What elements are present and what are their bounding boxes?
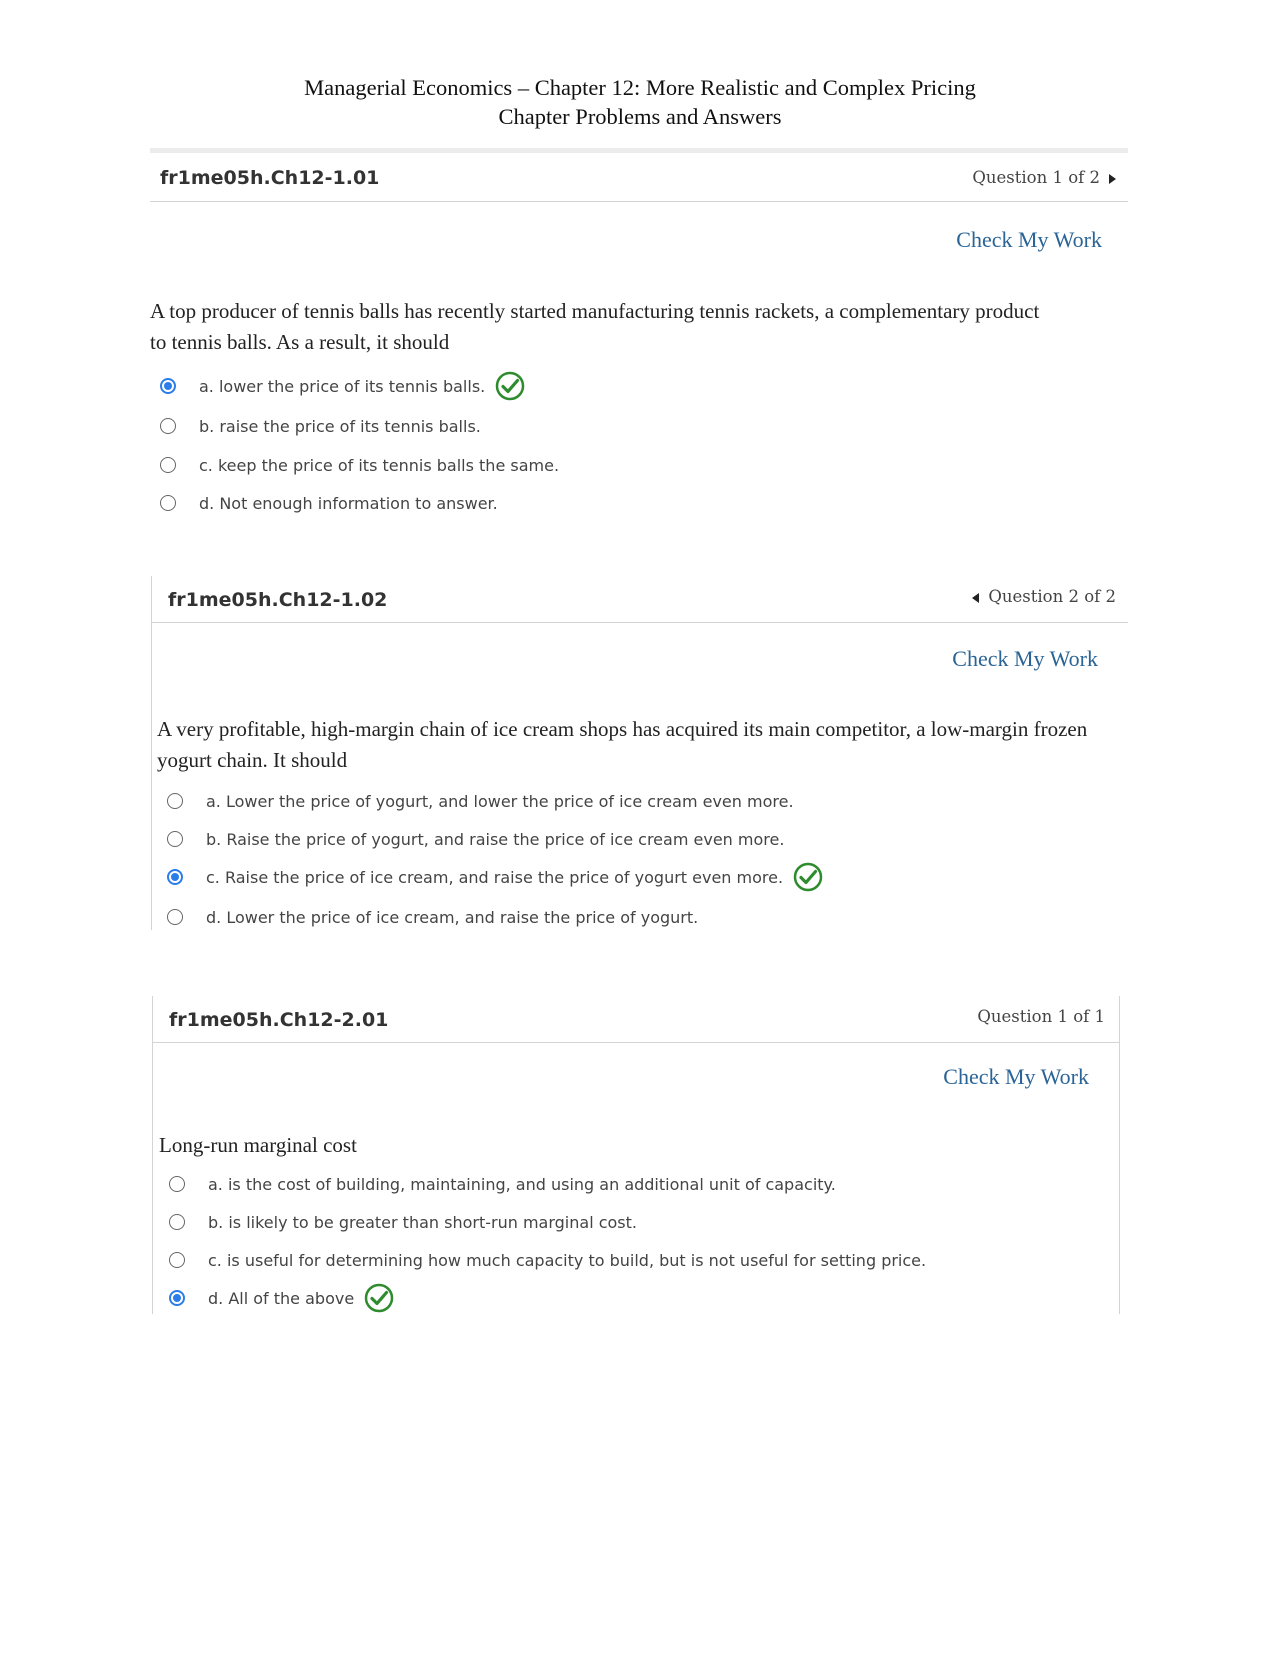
answer-option[interactable]	[167, 862, 823, 892]
option-label: d. Lower the price of ice cream, and raise the price of yogurt.	[206, 907, 699, 927]
question-text: Long-run marginal cost	[159, 1133, 357, 1157]
answer-option[interactable]	[167, 786, 794, 816]
answer-option[interactable]	[167, 902, 698, 932]
document-header	[0, 73, 1280, 131]
check-my-work-link[interactable]: Check My Work	[956, 227, 1102, 252]
option-label: c. keep the price of its tennis balls the same.	[199, 455, 560, 475]
correct-check-icon	[495, 371, 525, 401]
radio-button[interactable]	[160, 378, 176, 394]
radio-button[interactable]	[167, 831, 183, 847]
question-counter: Question 1 of 2	[972, 168, 1100, 187]
radio-button[interactable]	[169, 1176, 185, 1192]
question-text: A top producer of tennis balls has recently started manufacturing tennis rackets, a complementary product to tennis balls. As a result, it should	[150, 299, 1040, 354]
question-id: fr1me05h.Ch12-1.01	[160, 167, 380, 189]
question-panel-2	[151, 576, 1128, 930]
next-arrow-icon[interactable]	[1109, 174, 1116, 184]
option-label: c. is useful for determining how much capacity to build, but is not useful for setting price.	[208, 1250, 927, 1270]
document-subtitle: Chapter Problems and Answers	[498, 104, 782, 129]
question-nav[interactable]	[972, 168, 1116, 187]
check-my-work-link[interactable]: Check My Work	[943, 1064, 1089, 1089]
radio-button[interactable]	[169, 1252, 185, 1268]
radio-button[interactable]	[167, 869, 183, 885]
option-label: a. Lower the price of yogurt, and lower the price of ice cream even more.	[206, 791, 794, 811]
answer-option[interactable]	[169, 1245, 926, 1275]
panel-header	[153, 996, 1119, 1043]
radio-button[interactable]	[160, 457, 176, 473]
question-nav[interactable]	[972, 587, 1116, 606]
radio-button[interactable]	[169, 1290, 185, 1306]
option-label: d. Not enough information to answer.	[199, 493, 498, 513]
option-label: d. All of the above	[208, 1288, 355, 1308]
answer-option[interactable]	[160, 450, 559, 480]
check-my-work-link[interactable]: Check My Work	[952, 646, 1098, 671]
question-nav	[977, 1007, 1105, 1026]
option-label: b. Raise the price of yogurt, and raise the price of ice cream even more.	[206, 829, 785, 849]
option-label: a. is the cost of building, maintaining, and using an additional unit of capacity.	[208, 1174, 836, 1194]
panel-header	[152, 576, 1128, 623]
radio-button[interactable]	[160, 418, 176, 434]
question-id: fr1me05h.Ch12-1.02	[168, 589, 388, 611]
question-id: fr1me05h.Ch12-2.01	[169, 1009, 389, 1031]
answer-option[interactable]	[160, 488, 498, 518]
question-counter: Question 2 of 2	[988, 587, 1116, 606]
answer-option[interactable]	[169, 1283, 394, 1313]
option-label: c. Raise the price of ice cream, and raise the price of yogurt even more.	[206, 867, 784, 887]
radio-button[interactable]	[160, 495, 176, 511]
document-title: Managerial Economics – Chapter 12: More Realistic and Complex Pricing	[304, 75, 976, 100]
correct-check-icon	[364, 1283, 394, 1313]
radio-button[interactable]	[167, 909, 183, 925]
correct-check-icon	[793, 862, 823, 892]
question-panel-1	[150, 148, 1128, 523]
option-label: b. raise the price of its tennis balls.	[199, 416, 481, 436]
question-counter: Question 1 of 1	[977, 1007, 1105, 1026]
radio-button[interactable]	[169, 1214, 185, 1230]
previous-arrow-icon[interactable]	[972, 593, 979, 603]
answer-option[interactable]	[160, 371, 525, 401]
option-label: b. is likely to be greater than short-run marginal cost.	[208, 1212, 637, 1232]
panel-header	[150, 153, 1128, 202]
answer-option[interactable]	[160, 411, 481, 441]
question-text: A very profitable, high-margin chain of ice cream shops has acquired its main competitor, a low-margin frozen yogurt chain. It should	[157, 717, 1088, 772]
answer-option[interactable]	[167, 824, 784, 854]
option-label: a. lower the price of its tennis balls.	[199, 376, 486, 396]
radio-button[interactable]	[167, 793, 183, 809]
answer-option[interactable]	[169, 1207, 637, 1237]
answer-option[interactable]	[169, 1169, 836, 1199]
question-panel-3	[152, 996, 1120, 1314]
